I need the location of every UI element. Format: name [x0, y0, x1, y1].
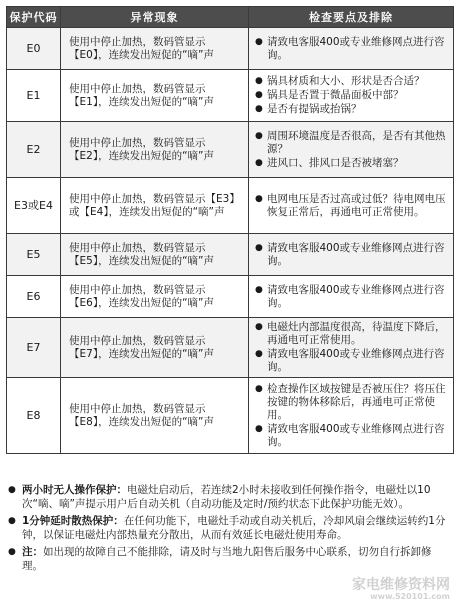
bullet-icon: ●: [255, 322, 263, 332]
checks-cell: [249, 178, 454, 234]
symptom-cell: 使用中停止加热，数码管显示【E6】，连续发出短促的“嘀”声: [61, 276, 249, 318]
checks-cell: [249, 234, 454, 276]
note-title: 1分钟延时散热保护：: [22, 515, 124, 527]
code-cell: E6: [7, 276, 61, 318]
checks-cell: [249, 318, 454, 378]
check-item: ● 检查操作区域按键是否被压住？将压住按键的物体移除后，再通电可正常使用。: [255, 382, 446, 421]
note-title: 两小时无人操作保护：: [22, 484, 127, 496]
checks-cell: [249, 70, 454, 122]
checks-cell: [249, 378, 454, 454]
check-item: ● 请致电客服400或专业维修网点进行咨询。: [255, 348, 445, 373]
symptom-cell: 使用中停止加热，数码管显示【E8】，连续发出短促的“嘀”声: [61, 378, 249, 454]
note-item: [8, 483, 452, 511]
note-title: 注：: [22, 546, 43, 558]
note-item: [8, 514, 452, 542]
note-text: 在任何功能下，电磁灶手动或自动关机后，冷却风扇会继续运转约1分钟，以保证电磁灶内部热量充分散出，从而有效延长电磁灶使用寿命。: [22, 515, 446, 541]
table-row: [7, 318, 454, 378]
table-row: [7, 28, 454, 70]
symptom-cell: 使用中停止加热，数码管显示【E3】或【E4】，连续发出短促的“嘀”声: [61, 178, 249, 234]
bullet-icon: ●: [8, 516, 16, 526]
bullet-icon: ●: [255, 130, 263, 141]
table-row: [7, 70, 454, 122]
bullet-icon: ●: [255, 104, 263, 114]
check-item: ● 电网电压是否过高或过低？待电网电压恢复正常后，再通电可正常使用。: [255, 192, 446, 218]
bullet-icon: ●: [255, 349, 263, 359]
header-code: 保护代码: [7, 7, 61, 28]
header-symptom: 异常现象: [61, 7, 249, 28]
code-cell: E5: [7, 234, 61, 276]
table-row: [7, 178, 454, 234]
check-item: ● 周围环境温度是否很高，是否有其他热源？: [255, 129, 446, 155]
watermark: [310, 578, 450, 602]
bullet-icon: ●: [255, 423, 263, 434]
notes-section: [8, 483, 452, 576]
table-row: [7, 378, 454, 454]
code-cell: E7: [7, 318, 61, 378]
bullet-icon: ●: [255, 193, 263, 204]
table-header-row: [7, 7, 454, 28]
check-item: ● 请致电客服400或专业维修网点进行咨询。: [255, 241, 445, 267]
check-item: ● 是否有提锅或抬锅？: [255, 103, 362, 115]
bullet-icon: ●: [255, 76, 263, 86]
checks-cell: [249, 276, 454, 318]
check-item: ● 锅具材质和大小、形状是否合适？: [255, 75, 425, 87]
symptom-cell: 使用中停止加热，数码管显示【E2】，连续发出短促的“嘀”声: [61, 122, 249, 178]
check-item: ● 锅具是否置于微晶面板中部？: [255, 89, 404, 101]
code-cell: E2: [7, 122, 61, 178]
symptom-cell: 使用中停止加热，数码管显示【E5】，连续发出短促的“嘀”声: [61, 234, 249, 276]
bullet-icon: ●: [8, 485, 16, 495]
check-item: ● 请致电客服400或专业维修网点进行咨询。: [255, 35, 445, 61]
symptom-cell: 使用中停止加热，数码管显示【E1】，连续发出短促的“嘀”声: [61, 70, 249, 122]
bullet-icon: ●: [255, 157, 263, 168]
error-code-table: [6, 6, 454, 454]
code-cell: E3或E4: [7, 178, 61, 234]
table-row: [7, 234, 454, 276]
note-item: [8, 545, 452, 573]
bullet-icon: ●: [255, 383, 263, 394]
header-checks: 检查要点及排除: [249, 7, 454, 28]
check-item: ● 电磁灶内部温度很高，待温度下降后，再通电可正常使用。: [255, 321, 446, 346]
code-cell: E8: [7, 378, 61, 454]
checks-cell: [249, 122, 454, 178]
note-text: 如出现的故障自己不能排除，请及时与当地九阳售后服务中心联系，切勿自行拆卸修理。: [22, 546, 432, 572]
check-item: ● 进风口、排风口是否被堵塞？: [255, 156, 404, 169]
bullet-icon: ●: [255, 36, 263, 47]
symptom-cell: 使用中停止加热，数码管显示【E7】，连续发出短促的“嘀”声: [61, 318, 249, 378]
code-cell: E1: [7, 70, 61, 122]
checks-cell: [249, 28, 454, 70]
table-row: [7, 276, 454, 318]
bullet-icon: ●: [255, 242, 263, 253]
table-row: [7, 122, 454, 178]
symptom-cell: 使用中停止加热，数码管显示【E0】，连续发出短促的“嘀”声: [61, 28, 249, 70]
bullet-icon: ●: [255, 90, 263, 100]
code-cell: E0: [7, 28, 61, 70]
watermark-logo: 家电维修资料网: [352, 577, 450, 593]
bullet-icon: ●: [255, 284, 263, 295]
check-item: ● 请致电客服400或专业维修网点进行咨询。: [255, 422, 445, 448]
bullet-icon: ●: [8, 547, 16, 557]
check-item: ● 请致电客服400或专业维修网点进行咨询。: [255, 283, 445, 309]
note-text: 电磁灶启动后，若连续2小时未接收到任何操作指令，电磁灶以10次“嘀、嘀”声提示用户后自动关机（自动功能及定时/预约状态下此保护功能无效）。: [22, 484, 431, 510]
watermark-url: www.520101.com: [370, 592, 450, 601]
